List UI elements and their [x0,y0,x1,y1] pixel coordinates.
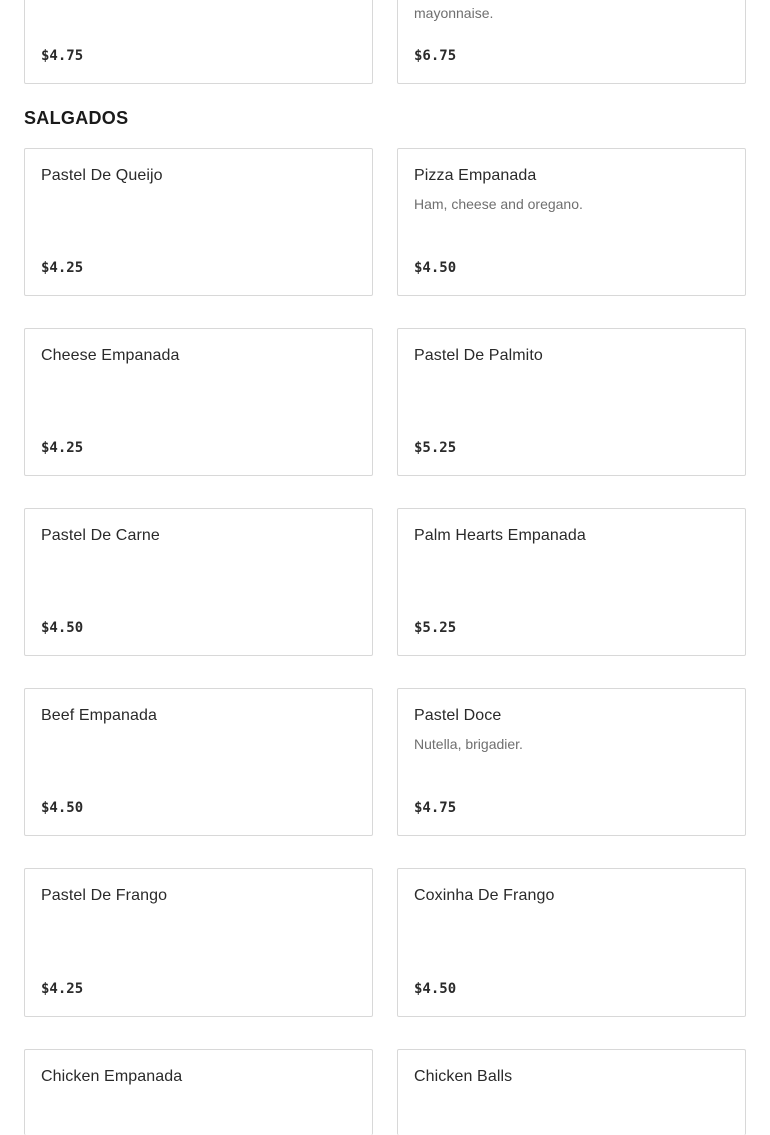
item-price: $4.75 [414,800,457,816]
menu-item-card[interactable] [24,148,373,296]
item-name: Chicken Balls [414,1068,513,1085]
menu-item-card[interactable] [397,508,746,656]
item-description: Nutella, brigadier. [414,736,523,752]
menu-item-card[interactable] [397,148,746,296]
item-price: $4.25 [41,981,84,997]
item-price: $4.75 [41,48,84,64]
menu-item-card[interactable] [397,0,746,84]
item-description: Ham, cheese and oregano. [414,196,583,212]
menu-item-card[interactable] [397,868,746,1017]
item-name: Pastel De Carne [41,527,160,544]
item-name: Pastel De Palmito [414,347,543,364]
item-price: $4.50 [41,620,84,636]
item-name: Pizza Empanada [414,167,537,184]
menu-item-card[interactable] [24,508,373,656]
menu-item-card[interactable] [397,1049,746,1135]
item-name: Palm Hearts Empanada [414,527,586,544]
item-name: Chicken Empanada [41,1068,183,1085]
item-name: Cheese Empanada [41,347,180,364]
item-name: Pastel De Queijo [41,167,163,184]
menu-item-card[interactable] [397,328,746,476]
item-price: $6.75 [414,48,457,64]
item-name: Coxinha De Frango [414,887,555,904]
item-name: Pastel De Frango [41,887,168,904]
item-price: $4.50 [414,260,457,276]
item-price: $4.50 [414,981,457,997]
menu-item-card[interactable] [24,1049,373,1135]
item-name: Pastel Doce [414,707,502,724]
item-price: $5.25 [414,440,457,456]
item-price: $5.25 [414,620,457,636]
item-price: $4.25 [41,260,84,276]
menu-item-card[interactable] [24,0,373,84]
menu-item-card[interactable] [24,868,373,1017]
item-name: Beef Empanada [41,707,158,724]
section-title-salgados: SALGADOS [24,108,129,128]
item-price: $4.50 [41,800,84,816]
menu-item-card[interactable] [24,328,373,476]
menu-item-card[interactable] [24,688,373,836]
menu-item-card[interactable] [397,688,746,836]
item-price: $4.25 [41,440,84,456]
item-description: mayonnaise. [414,5,494,21]
